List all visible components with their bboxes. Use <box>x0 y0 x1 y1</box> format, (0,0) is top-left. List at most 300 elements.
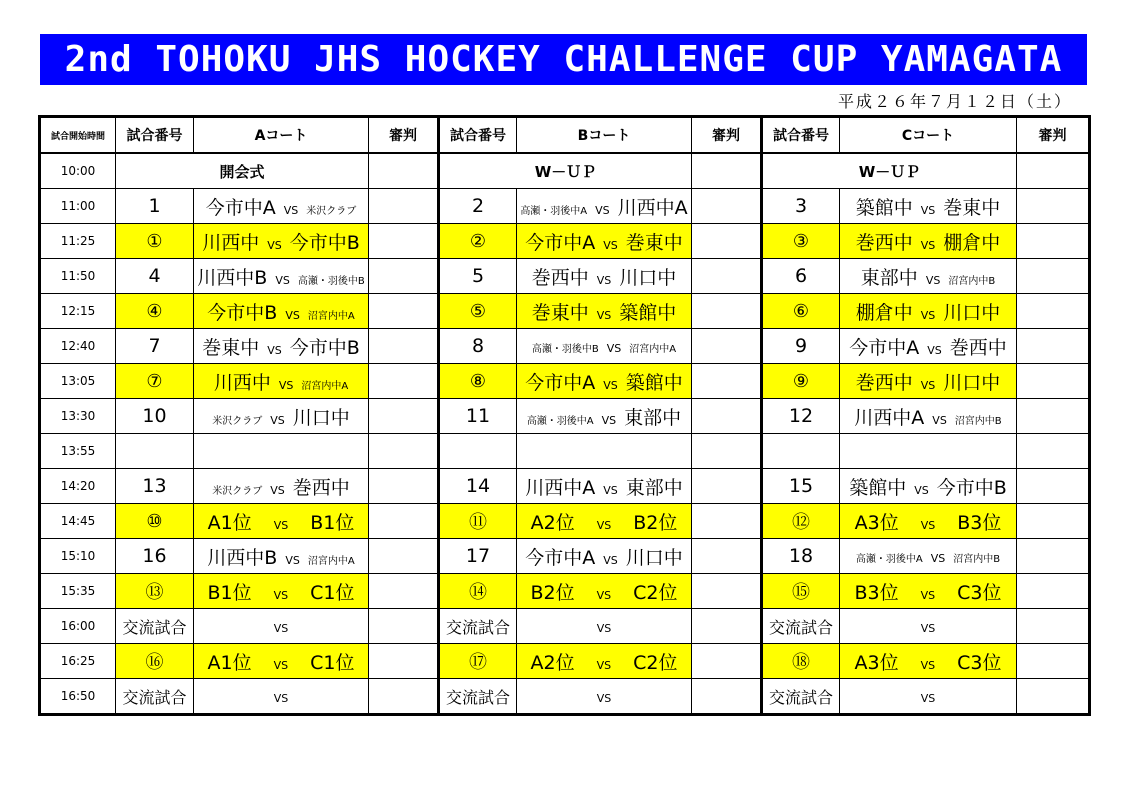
team-right: 沼宮内中A <box>307 555 355 567</box>
match-number: 8 <box>471 335 485 357</box>
match-number: ⑯ <box>145 652 164 673</box>
vs-label: VS <box>596 308 612 322</box>
referee-c <box>1017 434 1090 469</box>
referee-c <box>1017 504 1090 539</box>
time-cell: 12:40 <box>40 329 116 364</box>
team-right: 川口中 <box>619 266 677 289</box>
match-no-a <box>116 259 194 294</box>
referee-b <box>692 504 762 539</box>
match-no-c <box>762 539 840 574</box>
time-cell: 13:55 <box>40 434 116 469</box>
vs-label: VS <box>285 553 300 567</box>
table-row <box>40 504 1090 539</box>
match-no-b <box>439 189 517 224</box>
match-a <box>194 399 369 434</box>
team-left: 今市中A <box>525 546 596 569</box>
match-a <box>194 364 369 399</box>
match-no-b <box>439 224 517 259</box>
match-no-a <box>116 574 194 609</box>
match-b <box>517 329 692 364</box>
time-cell: 13:05 <box>40 364 116 399</box>
table-row <box>40 609 1090 644</box>
team-left: 高瀬・羽後中B <box>531 344 599 355</box>
referee-b <box>692 189 762 224</box>
vs-label: VS <box>270 413 285 427</box>
vs-label: VS <box>920 658 936 672</box>
match-b <box>517 399 692 434</box>
referee-a <box>369 574 439 609</box>
referee-a <box>369 539 439 574</box>
table-row <box>40 153 1090 189</box>
team-left: A1位 <box>207 511 252 534</box>
team-right: 巻東中 <box>943 196 1001 219</box>
time-cell: 11:50 <box>40 259 116 294</box>
match-number: ⑮ <box>792 582 810 603</box>
header-time: 試合開始時間 <box>40 117 116 154</box>
referee-a <box>369 609 439 644</box>
match-no-c <box>762 364 840 399</box>
team-left: 川西中 <box>213 371 271 394</box>
match-a <box>194 609 369 644</box>
referee-b <box>692 224 762 259</box>
match-c <box>840 609 1017 644</box>
team-right: 今市中B <box>936 476 1007 499</box>
team-left: 巻東中 <box>202 336 260 359</box>
table-row <box>40 574 1090 609</box>
vs-label: VS <box>920 622 936 635</box>
vs-label: VS <box>267 238 282 252</box>
match-no-a <box>116 434 194 469</box>
referee-c <box>1017 294 1090 329</box>
time-cell: 13:30 <box>40 399 116 434</box>
vs-label: VS <box>595 203 610 217</box>
match-number: ⑰ <box>469 652 487 673</box>
header-referee-a: 審判 <box>369 117 439 154</box>
team-left: 今市中A <box>849 336 920 359</box>
match-number: 6 <box>794 265 808 287</box>
match-a <box>194 259 369 294</box>
team-right: 沼宮内中A <box>301 380 349 392</box>
team-right: B3位 <box>957 511 1002 534</box>
time-cell: 14:45 <box>40 504 116 539</box>
header-match-no-c: 試合番号 <box>762 117 840 154</box>
match-number: ⑨ <box>792 371 810 392</box>
team-left: 今市中A <box>525 231 596 254</box>
match-number: 14 <box>465 475 491 497</box>
match-number: 12 <box>788 405 814 427</box>
match-number: ⑥ <box>792 301 810 322</box>
match-number: ① <box>146 231 163 252</box>
match-no-c <box>762 399 840 434</box>
team-right: 川口中 <box>625 546 683 569</box>
table-row <box>40 364 1090 399</box>
team-left: 棚倉中 <box>855 301 913 324</box>
date-label: 平成２６年７月１２日（土） <box>837 92 1072 111</box>
schedule-table <box>38 115 1091 716</box>
vs-label: VS <box>278 378 294 392</box>
vs-label: VS <box>603 553 618 567</box>
vs-label: VS <box>596 658 612 672</box>
match-no-a <box>116 224 194 259</box>
match-b <box>517 189 692 224</box>
time-cell: 10:00 <box>40 153 116 189</box>
vs-label: VS <box>596 622 612 635</box>
referee-a <box>369 294 439 329</box>
table-row <box>40 224 1090 259</box>
match-a <box>194 294 369 329</box>
time-cell: 16:00 <box>40 609 116 644</box>
match-no-a <box>116 679 194 715</box>
referee-a <box>369 259 439 294</box>
match-number: ③ <box>792 231 810 252</box>
referee-b <box>692 153 762 189</box>
match-no-b <box>439 609 517 644</box>
vs-label: VS <box>596 518 612 532</box>
team-right: 沼宮内中A <box>629 344 677 355</box>
vs-label: VS <box>603 378 618 392</box>
team-right: 沼宮内中B <box>948 275 996 287</box>
vs-label: VS <box>596 273 612 287</box>
match-number: 18 <box>788 545 814 567</box>
team-left: 川西中A <box>854 406 925 429</box>
match-c <box>840 644 1017 679</box>
referee-c <box>1017 679 1090 715</box>
team-right: 東部中 <box>624 406 682 429</box>
table-row <box>40 189 1090 224</box>
referee-a <box>369 329 439 364</box>
team-left: 巻西中 <box>855 231 913 254</box>
match-number: ④ <box>146 301 163 322</box>
vs-label: VS <box>606 342 622 355</box>
match-a <box>194 469 369 504</box>
time-cell: 16:25 <box>40 644 116 679</box>
header-row <box>40 117 1090 154</box>
team-left: A3位 <box>854 651 899 674</box>
match-number: 交流試合 <box>122 687 187 707</box>
referee-c <box>1017 469 1090 504</box>
match-b <box>517 259 692 294</box>
match-c <box>840 539 1017 574</box>
referee-b <box>692 364 762 399</box>
match-number: 4 <box>148 265 161 287</box>
match-no-b <box>439 364 517 399</box>
referee-a <box>369 224 439 259</box>
match-no-b <box>439 259 517 294</box>
vs-label: VS <box>283 203 299 217</box>
vs-label: VS <box>267 343 282 357</box>
referee-a <box>369 153 439 189</box>
team-right: 沼宮内中B <box>954 415 1002 427</box>
match-no-a <box>116 469 194 504</box>
referee-b <box>692 574 762 609</box>
match-no-b <box>439 539 517 574</box>
match-number: 交流試合 <box>445 617 510 637</box>
vs-label: VS <box>927 343 942 357</box>
match-no-c <box>762 329 840 364</box>
match-no-a <box>116 644 194 679</box>
vs-label: VS <box>596 692 612 705</box>
team-right: 今市中B <box>289 231 360 254</box>
team-left: 築館中 <box>849 476 907 499</box>
match-no-c <box>762 189 840 224</box>
referee-a <box>369 364 439 399</box>
match-no-c <box>762 224 840 259</box>
match-a <box>194 679 369 715</box>
match-c <box>840 259 1017 294</box>
team-right: C2位 <box>633 581 678 604</box>
match-b <box>517 679 692 715</box>
vs-label: VS <box>273 692 289 705</box>
match-no-b <box>439 679 517 715</box>
team-right: 巻東中 <box>625 231 683 254</box>
vs-label: VS <box>603 238 618 252</box>
referee-b <box>692 644 762 679</box>
match-number: ⑫ <box>792 512 810 533</box>
vs-label: VS <box>285 308 300 322</box>
referee-c <box>1017 574 1090 609</box>
referee-c <box>1017 259 1090 294</box>
team-left: A2位 <box>530 511 575 534</box>
match-c <box>840 189 1017 224</box>
referee-b <box>692 294 762 329</box>
match-number: ⑬ <box>145 582 164 603</box>
match-no-b <box>439 469 517 504</box>
vs-label: VS <box>920 308 936 322</box>
match-number: 16 <box>142 545 167 567</box>
table-row <box>40 644 1090 679</box>
match-number: 2 <box>471 195 485 217</box>
match-no-a <box>116 539 194 574</box>
table-row <box>40 259 1090 294</box>
match-number: 交流試合 <box>768 687 833 707</box>
team-right: 沼宮内中B <box>953 554 1001 565</box>
match-number: 15 <box>788 475 814 497</box>
team-right: C1位 <box>310 581 355 604</box>
vs-label: VS <box>920 378 936 392</box>
vs-label: VS <box>920 238 936 252</box>
team-left: 築館中 <box>855 196 913 219</box>
match-number: ② <box>469 231 487 252</box>
match-number: ⑱ <box>792 652 810 673</box>
team-left: 巻西中 <box>531 266 589 289</box>
match-number: 交流試合 <box>445 687 510 707</box>
team-right: 米沢クラブ <box>306 205 357 217</box>
team-left: 今市中A <box>205 196 276 219</box>
table-row <box>40 399 1090 434</box>
header-court-c: Cコート <box>840 117 1017 154</box>
match-no-c <box>762 434 840 469</box>
match-no-a <box>116 189 194 224</box>
vs-label: VS <box>273 518 289 532</box>
vs-label: VS <box>273 588 289 602</box>
referee-a <box>369 679 439 715</box>
vs-label: VS <box>603 483 618 497</box>
team-right: C3位 <box>957 581 1002 604</box>
referee-a <box>369 644 439 679</box>
team-right: B1位 <box>310 511 355 534</box>
referee-a <box>369 399 439 434</box>
time-cell: 15:10 <box>40 539 116 574</box>
team-left: 川西中B <box>197 266 268 289</box>
match-no-a <box>116 399 194 434</box>
team-left: 巻西中 <box>855 371 913 394</box>
referee-c <box>1017 329 1090 364</box>
team-left: 高瀬・羽後中A <box>526 415 594 427</box>
team-right: 川口中 <box>292 406 350 429</box>
referee-a <box>369 189 439 224</box>
table-row <box>40 329 1090 364</box>
match-c <box>840 434 1017 469</box>
referee-a <box>369 504 439 539</box>
team-left: 今市中A <box>525 371 596 394</box>
header-court-b: Bコート <box>517 117 692 154</box>
match-no-a <box>116 364 194 399</box>
match-a <box>194 504 369 539</box>
team-right: C2位 <box>633 651 678 674</box>
match-no-c <box>762 259 840 294</box>
team-left: A2位 <box>530 651 575 674</box>
match-a <box>194 189 369 224</box>
match-number: 5 <box>471 265 485 287</box>
vs-label: VS <box>914 483 929 497</box>
vs-label: VS <box>920 692 936 705</box>
referee-a <box>369 469 439 504</box>
team-right: 巻西中 <box>949 336 1007 359</box>
vs-label: VS <box>932 413 947 427</box>
team-left: A3位 <box>854 511 899 534</box>
team-left: 川西中A <box>525 476 596 499</box>
time-cell: 12:15 <box>40 294 116 329</box>
match-no-b <box>439 329 517 364</box>
referee-b <box>692 679 762 715</box>
team-right: 巻西中 <box>292 476 350 499</box>
match-b <box>517 294 692 329</box>
match-number: 3 <box>794 195 808 217</box>
match-no-b <box>439 399 517 434</box>
header-referee-b: 審判 <box>692 117 762 154</box>
team-right: 棚倉中 <box>943 231 1001 254</box>
match-no-c <box>762 504 840 539</box>
match-b <box>517 469 692 504</box>
team-right: B2位 <box>633 511 678 534</box>
table-row <box>40 679 1090 715</box>
team-left: 高瀬・羽後中A <box>520 205 588 217</box>
team-left: 米沢クラブ <box>212 415 263 427</box>
match-number: 17 <box>465 545 491 567</box>
match-a <box>194 574 369 609</box>
vs-label: VS <box>601 413 617 427</box>
referee-c <box>1017 153 1090 189</box>
team-left: B2位 <box>530 581 575 604</box>
team-right: 高瀬・羽後中B <box>297 275 365 287</box>
match-b <box>517 574 692 609</box>
time-cell: 15:35 <box>40 574 116 609</box>
match-number: 1 <box>148 195 161 217</box>
match-no-c <box>762 609 840 644</box>
match-number: 9 <box>794 335 808 357</box>
header-match-no-a: 試合番号 <box>116 117 194 154</box>
match-no-a <box>116 504 194 539</box>
match-b <box>517 224 692 259</box>
team-left: 米沢クラブ <box>212 485 263 497</box>
match-number: 交流試合 <box>768 617 833 637</box>
match-number: 13 <box>142 475 167 497</box>
team-right: 川口中 <box>943 371 1001 394</box>
vs-label: VS <box>273 622 289 635</box>
match-c <box>840 504 1017 539</box>
match-c <box>840 574 1017 609</box>
referee-c <box>1017 609 1090 644</box>
match-no-a <box>116 294 194 329</box>
referee-a <box>369 434 439 469</box>
referee-b <box>692 329 762 364</box>
team-right: 東部中 <box>625 476 683 499</box>
vs-label: VS <box>273 658 289 672</box>
match-no-b <box>439 294 517 329</box>
match-no-a <box>116 609 194 644</box>
team-left: 川西中 <box>202 231 260 254</box>
team-left: 川西中B <box>207 546 278 569</box>
team-right: C1位 <box>310 651 355 674</box>
match-b <box>517 609 692 644</box>
match-c <box>840 679 1017 715</box>
match-number: ⑤ <box>469 301 487 322</box>
special-b: W－ＵＰ <box>439 153 692 189</box>
vs-label: VS <box>930 552 946 565</box>
match-b <box>517 364 692 399</box>
match-number: ⑪ <box>469 512 487 533</box>
match-no-b <box>439 504 517 539</box>
team-left: A1位 <box>207 651 252 674</box>
team-left: 今市中B <box>207 301 278 324</box>
vs-label: VS <box>596 588 612 602</box>
team-left: 高瀬・羽後中A <box>855 554 923 565</box>
vs-label: VS <box>920 588 936 602</box>
team-right: 今市中B <box>289 336 360 359</box>
referee-c <box>1017 224 1090 259</box>
vs-label: VS <box>920 518 936 532</box>
page-title: 2nd TOHOKU JHS HOCKEY CHALLENGE CUP YAMAGATA <box>40 34 1087 85</box>
referee-b <box>692 539 762 574</box>
match-no-c <box>762 469 840 504</box>
time-cell: 14:20 <box>40 469 116 504</box>
vs-label: VS <box>925 273 941 287</box>
team-right: 沼宮内中A <box>307 310 355 322</box>
match-number: ⑧ <box>469 371 487 392</box>
vs-label: VS <box>920 203 936 217</box>
match-number: ⑦ <box>146 371 163 392</box>
match-a <box>194 434 369 469</box>
match-number: ⑭ <box>469 582 487 603</box>
match-a <box>194 644 369 679</box>
match-c <box>840 294 1017 329</box>
referee-c <box>1017 399 1090 434</box>
match-no-c <box>762 679 840 715</box>
match-c <box>840 399 1017 434</box>
match-no-b <box>439 644 517 679</box>
referee-b <box>692 259 762 294</box>
special-c: W－ＵＰ <box>762 153 1017 189</box>
header-referee-c: 審判 <box>1017 117 1090 154</box>
vs-label: VS <box>275 273 290 287</box>
match-b <box>517 644 692 679</box>
time-cell: 11:00 <box>40 189 116 224</box>
referee-c <box>1017 539 1090 574</box>
match-a <box>194 539 369 574</box>
match-number: 交流試合 <box>122 617 187 637</box>
team-left: 東部中 <box>860 266 918 289</box>
header-court-a: Aコート <box>194 117 369 154</box>
